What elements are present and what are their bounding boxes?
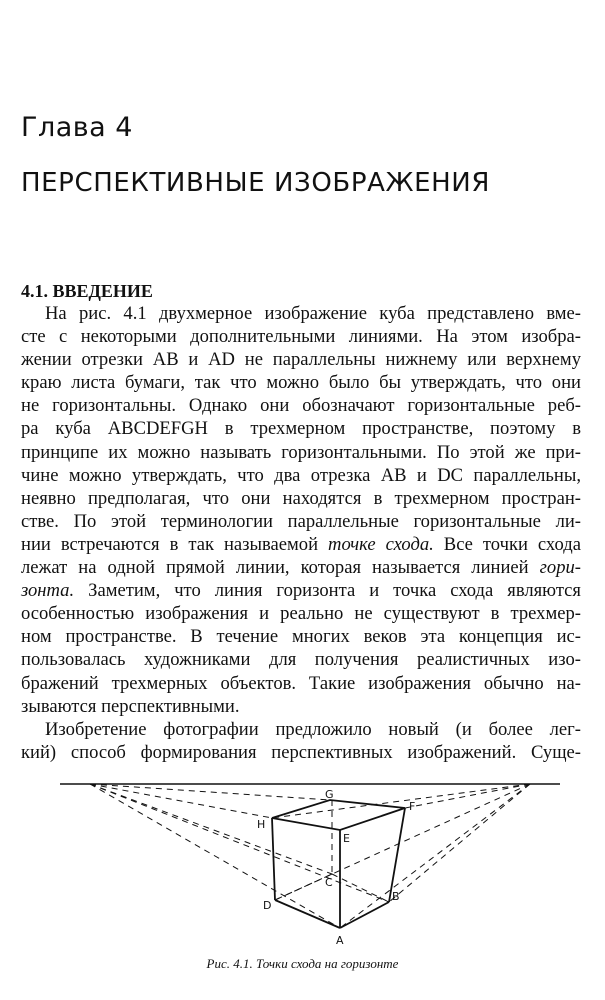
text-line: чине можно утверждать, что два отрезка АВ и DC параллельны, <box>21 464 581 486</box>
text-line: ном пространстве. В течение многих веков эта концепция ис- <box>21 626 581 648</box>
text-line: жении отрезки АВ и AD не параллельны нижнему или верхнему <box>21 349 581 371</box>
cube-edge <box>389 808 405 902</box>
cube-edge <box>340 902 389 928</box>
text-line <box>21 533 581 556</box>
text-line: сте с некоторыми дополнительными линиями. На этом изобра- <box>21 326 581 348</box>
text-line <box>21 556 581 579</box>
text-line: неявно предполагая, что они находятся в трехмерном простран- <box>21 487 581 509</box>
text-line: зываются перспективными. <box>21 695 240 717</box>
text-line: кий) способ формирования перспективных изображений. Суще- <box>21 741 581 763</box>
cube-edge <box>275 900 340 928</box>
perspective-cube-figure <box>60 778 560 948</box>
term-horizon-part2: зонта. <box>21 580 75 602</box>
label-f: F <box>409 800 416 813</box>
label-g: G <box>325 788 334 801</box>
text-line: принципе их можно называть горизонтальными. По этой же при- <box>21 441 581 463</box>
text-line: ра куба ABCDEFGH в трехмерном пространстве, поэтому в <box>21 418 581 440</box>
cube-top-face <box>272 800 405 830</box>
vanishing-line <box>275 784 530 900</box>
label-h: H <box>257 818 266 831</box>
vanishing-line <box>90 784 332 874</box>
section-heading: 4.1. ВВЕДЕНИЕ <box>21 281 153 301</box>
text-line: краю листа бумаги, так что можно было бы утверждать, что они <box>21 372 581 394</box>
cube-edge <box>272 818 275 900</box>
label-d: D <box>263 899 272 912</box>
vanishing-line <box>340 784 530 928</box>
text-fragment: нии встречаются в так называемой <box>21 533 329 555</box>
vanishing-line <box>90 784 272 818</box>
text-fragment: лежат на одной прямой линии, которая называется линией <box>21 557 540 579</box>
text-line <box>21 579 581 602</box>
text-line: стве. По этой терминологии параллельные горизонтальные ли- <box>21 510 581 532</box>
text-line: пользовалась художниками для получения реалистичных изо- <box>21 649 581 671</box>
text-line: Изобретение фотографии предложило новый (и более лег- <box>45 718 581 740</box>
text-line: не горизонтальны. Однако они обозначают горизонтальные реб- <box>21 395 581 417</box>
text-line: На рис. 4.1 двухмерное изображение куба представлено вме- <box>45 303 581 324</box>
body-text <box>21 302 581 764</box>
figure-caption: Рис. 4.1. Точки схода на горизонте <box>206 956 399 971</box>
vanishing-line <box>90 784 340 928</box>
chapter-label: Глава 4 <box>21 112 133 143</box>
hidden-edge <box>275 874 332 900</box>
label-c: C <box>325 876 333 889</box>
text-fragment: Все точки схода <box>433 533 581 555</box>
label-e: E <box>343 832 350 845</box>
term-horizon-part1: гори- <box>539 557 581 579</box>
chapter-title: ПЕРСПЕКТИВНЫЕ ИЗОБРАЖЕНИЯ <box>21 168 490 198</box>
text-line: бражений трехмерных объектов. Такие изображения обычно на- <box>21 672 581 694</box>
text-fragment: Заметим, что линия горизонта и точка схода являются <box>74 580 581 602</box>
label-a: A <box>336 934 344 947</box>
text-line: особенностью изображения и реально не существуют в трехмер- <box>21 603 581 625</box>
label-b: B <box>392 890 400 903</box>
term-vanishing-point: точке схода. <box>328 533 434 555</box>
vanishing-line <box>405 784 530 808</box>
